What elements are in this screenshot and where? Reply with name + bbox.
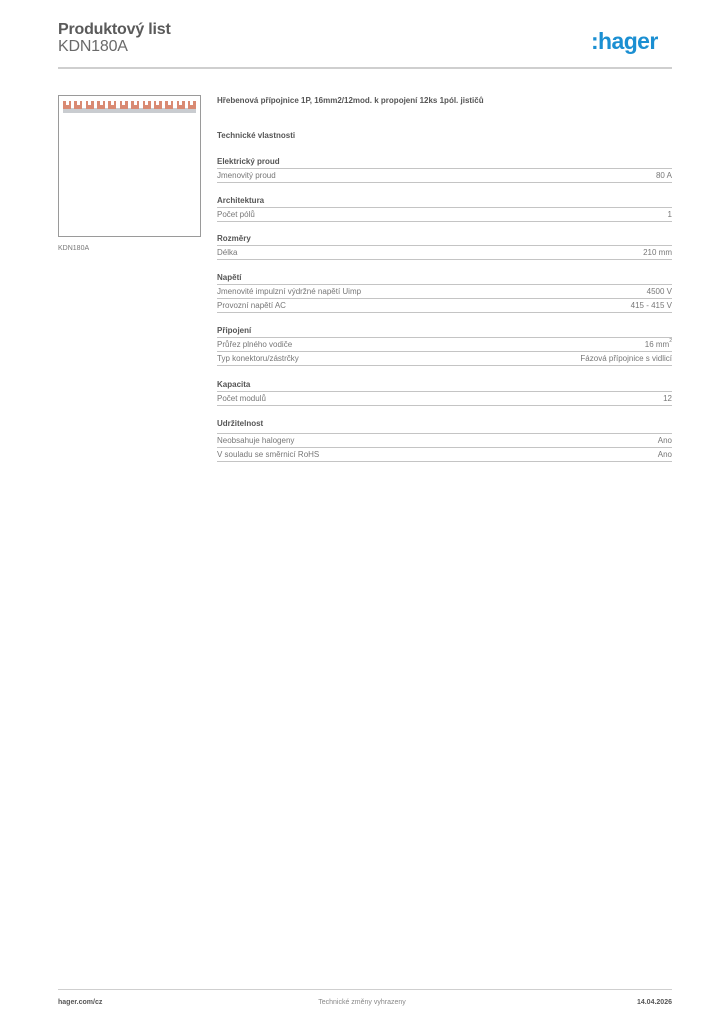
busbar-tooth [143,101,151,109]
spec-value: 80 A [655,171,672,180]
image-caption: KDN180A [58,245,90,252]
section-title: Rozměry [217,233,672,246]
section-title: Připojení [217,325,672,338]
header-divider [58,67,672,69]
section-title: Napětí [217,272,672,285]
spec-value: Fázová přípojnice s vidlicí [580,354,672,363]
section-electric-current [217,156,672,183]
spec-label: Počet pólů [217,210,255,219]
spec-row [217,285,672,299]
spec-value: 4500 V [646,287,672,296]
spec-value: 12 [663,394,672,403]
footer-date: 14.04.2026 [636,999,672,1006]
footer-website-link[interactable]: hager.com/cz [58,999,103,1006]
spec-row [217,434,672,448]
section-title: Elektrický proud [217,156,672,169]
spec-value: 1 [667,210,672,219]
footer-disclaimer: Technické změny vyhrazeny [318,999,406,1006]
spec-label: Jmenovité impulzní výdržné napětí Uimp [217,287,362,296]
page-title: Produktový list [58,21,171,38]
tech-properties-heading: Technické vlastnosti [217,131,296,140]
spec-label: Průřez plného vodiče [217,340,293,349]
busbar-tooth [165,101,173,109]
spec-label: Neobsahuje halogeny [217,436,295,445]
section-capacity [217,379,672,406]
busbar-tooth [97,101,105,109]
spec-row [217,299,672,313]
busbar-tooth [86,101,94,109]
spec-value: 415 - 415 V [630,301,672,310]
spec-row [217,338,672,352]
spec-label: Jmenovitý proud [217,171,276,180]
spec-label: Typ konektoru/zástrčky [217,354,299,363]
spec-value: Ano [657,436,672,445]
spec-value: 16 $mm^2$ [644,338,672,349]
busbar-teeth [63,101,196,109]
busbar-tooth [74,101,82,109]
product-image [58,95,201,237]
spec-row [217,448,672,462]
footer-divider [58,989,672,990]
spec-value: 210 mm [643,248,672,257]
spec-row [217,246,672,260]
product-code: KDN180A [58,38,128,55]
busbar-tooth [131,101,139,109]
spec-label: Provozní napětí AC [217,301,286,310]
section-title: Kapacita [217,379,672,392]
section-voltage [217,272,672,313]
section-sustainability [217,418,672,462]
section-architecture [217,195,672,222]
spec-label: Počet modulů [217,394,266,403]
spec-row [217,169,672,183]
busbar-tooth [120,101,128,109]
section-connection [217,325,672,366]
busbar-icon [63,101,196,113]
spec-row [217,208,672,222]
busbar-tooth [108,101,116,109]
product-description: Hřebenová přípojnice 1P, 16mm2/12mod. k propojení 12ks 1pól. jističů [217,96,484,105]
spec-row [217,392,672,406]
section-dimensions [217,233,672,260]
spec-label: Délka [217,248,238,257]
busbar-tooth [188,101,196,109]
section-title: Architektura [217,195,672,208]
hager-logo: :hager [591,28,658,54]
section-title: Udržitelnost [217,418,672,434]
busbar-tooth [154,101,162,109]
spec-label: V souladu se směrnicí RoHS [217,450,320,459]
busbar-tooth [177,101,185,109]
busbar-tooth [63,101,71,109]
spec-row [217,352,672,366]
spec-value: Ano [657,450,672,459]
